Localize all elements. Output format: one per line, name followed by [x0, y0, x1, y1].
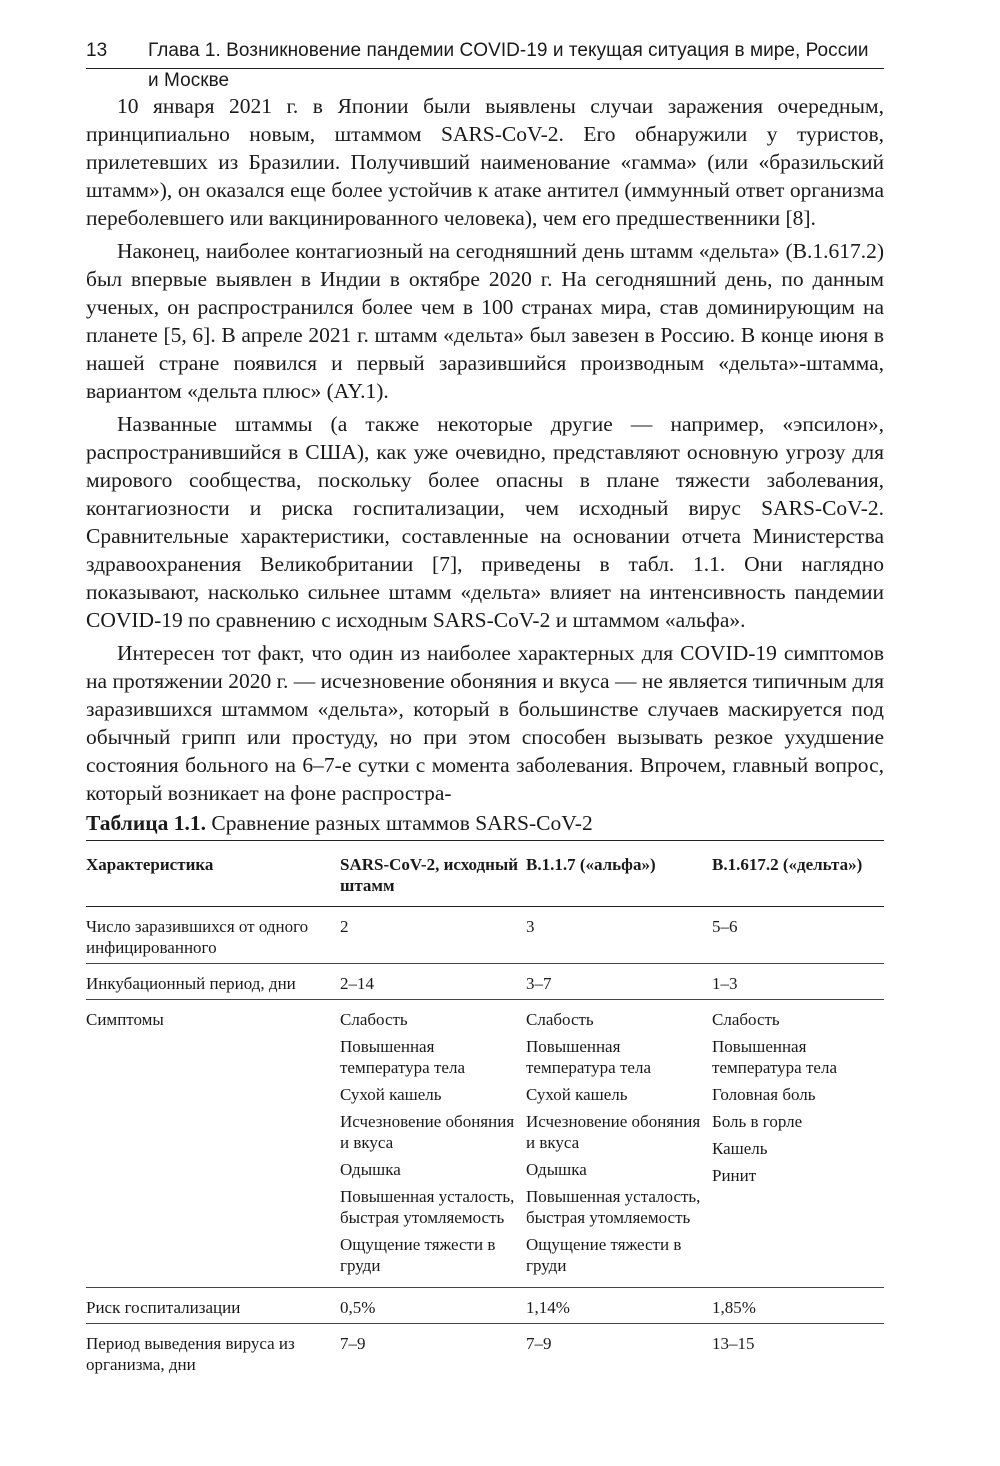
paragraph: Интересен тот факт, что один из наиболее характерных для COVID-19 симптомов на протяжении 2020 г. — исчезновение обоняния и вкуса — не является типичным для заразившихся штаммом «дельта», который в большинстве случаев маскируется под обычный грипп или простуду, но при этом способен вызывать резкое ухудшение состояния больного на 6–7-е сутки с момента заболевания. Впрочем, главный вопрос, который возникает на фоне распростра- — [86, 641, 884, 805]
table-header-row — [86, 841, 884, 907]
symptom-item: Слабость — [526, 1010, 594, 1029]
table-row — [86, 907, 884, 964]
table-row — [86, 1288, 884, 1324]
symptom-item: Повышенная усталость, быстрая утомляемость — [526, 1187, 701, 1227]
symptom-item: Повышенная температура тела — [340, 1037, 465, 1077]
row-label: Риск госпитализации — [86, 1288, 340, 1324]
cell-alpha: 7–9 — [526, 1334, 552, 1353]
body-text — [86, 92, 884, 812]
symptom-item: Кашель — [712, 1139, 768, 1158]
table-caption — [86, 809, 884, 837]
cell-original: 7–9 — [340, 1334, 366, 1353]
symptom-item: Повышенная температура тела — [526, 1037, 651, 1077]
cell-original-symptoms — [340, 1000, 526, 1288]
table-caption-text: Сравнение разных штаммов SARS-CoV-2 — [205, 811, 593, 835]
paragraph: 10 января 2021 г. в Японии были выявлены случаи заражения очередным, принципиально новым, штаммом SARS-CoV-2. Его обнаружили у туристов, прилетевших из Бразилии. Получивший наименование «гамма» (или «бразильский штамм»), он оказался еще более устойчив к атаке антител (иммунный ответ организма переболевшего или вакцинированного человека), чем его предшественники [8]. — [86, 94, 884, 230]
cell-original: 0,5% — [340, 1288, 526, 1324]
header-original-strain: SARS-CoV-2, исходный штамм — [340, 841, 526, 907]
symptom-item: Одышка — [526, 1160, 587, 1179]
table-row-symptoms — [86, 1000, 884, 1288]
cell-alpha: 1,14% — [526, 1288, 712, 1324]
symptom-item: Боль в горле — [712, 1112, 803, 1131]
cell-delta: 1,85% — [712, 1288, 884, 1324]
symptom-item: Сухой кашель — [526, 1085, 628, 1104]
cell-original: 2–14 — [340, 964, 526, 1000]
chapter-title: Глава 1. Возникновение пандемии COVID-19 и текущая ситуация в мире, России и Москве — [148, 40, 869, 91]
symptom-item: Ринит — [712, 1166, 757, 1185]
cell-alpha: 3 — [526, 907, 712, 964]
symptom-item: Исчезновение обоняния и вкуса — [340, 1112, 515, 1152]
header-alpha-strain: B.1.1.7 («альфа») — [526, 841, 712, 907]
table-row — [86, 1324, 884, 1381]
symptom-item: Одышка — [340, 1160, 401, 1179]
page-number: 13 — [86, 40, 108, 61]
cell-alpha-symptoms — [526, 1000, 712, 1288]
cell-original: 2 — [340, 907, 526, 964]
cell-alpha: 3–7 — [526, 964, 712, 1000]
cell-delta: 1–3 — [712, 964, 884, 1000]
symptom-item: Ощущение тяжести в груди — [340, 1235, 496, 1275]
paragraph: Названные штаммы (а также некоторые другие — например, «эпсилон», распространившийся в США), как уже очевидно, представляют основную угрозу для мирового сообщества, поскольку более опасны в плане тяжести заболевания, контагиозности и риска госпитализации, чем исходный вирус SARS-CoV-2. Сравнительные характеристики, составленные на основании отчета Министерства здравоохранения Великобритании [7], приведены в табл. 1.1. Они наглядно показывают, насколько сильнее штамм «дельта» влияет на интенсивность пандемии COVID-19 по сравнению с исходным SARS-CoV-2 и штаммом «альфа». — [86, 412, 884, 632]
symptom-item: Слабость — [340, 1010, 408, 1029]
symptom-item: Повышенная усталость, быстрая утомляемость — [340, 1187, 515, 1227]
table-row — [86, 964, 884, 1000]
strain-comparison-table — [86, 840, 884, 1380]
symptom-item: Исчезновение обоняния и вкуса — [526, 1112, 701, 1152]
row-label: Период выведения вируса из организма, дни — [86, 1334, 295, 1374]
row-label: Число заразившихся от одного инфицированного — [86, 907, 340, 964]
cell-delta: 5–6 — [712, 907, 884, 964]
running-head — [86, 34, 884, 91]
table-caption-label: Таблица 1.1. — [86, 811, 206, 835]
symptom-item: Ощущение тяжести в груди — [526, 1235, 682, 1275]
symptom-item: Повышенная температура тела — [712, 1037, 837, 1077]
header-delta-strain: B.1.617.2 («дельта») — [712, 841, 884, 907]
row-label: Симптомы — [86, 1000, 340, 1288]
row-label: Инкубационный период, дни — [86, 964, 340, 1000]
symptom-item: Слабость — [712, 1010, 780, 1029]
paragraph: Наконец, наиболее контагиозный на сегодняшний день штамм «дельта» (B.1.617.2) был впервые выявлен в Индии в октябре 2020 г. На сегодняшний день, по данным ученых, он распространился более чем в 100 странах мира, став доминирующим на планете [5, 6]. В апреле 2021 г. штамм «дельта» был завезен в Россию. В конце июня в нашей стране появился и первый заразившийся производным «дельта»-штамма, вариантом «дельта плюс» (AY.1). — [86, 239, 884, 403]
cell-delta: 13–15 — [712, 1334, 755, 1353]
symptom-item: Головная боль — [712, 1085, 816, 1104]
cell-delta-symptoms — [712, 1000, 884, 1288]
header-characteristic: Характеристика — [86, 841, 340, 907]
symptom-item: Сухой кашель — [340, 1085, 442, 1104]
